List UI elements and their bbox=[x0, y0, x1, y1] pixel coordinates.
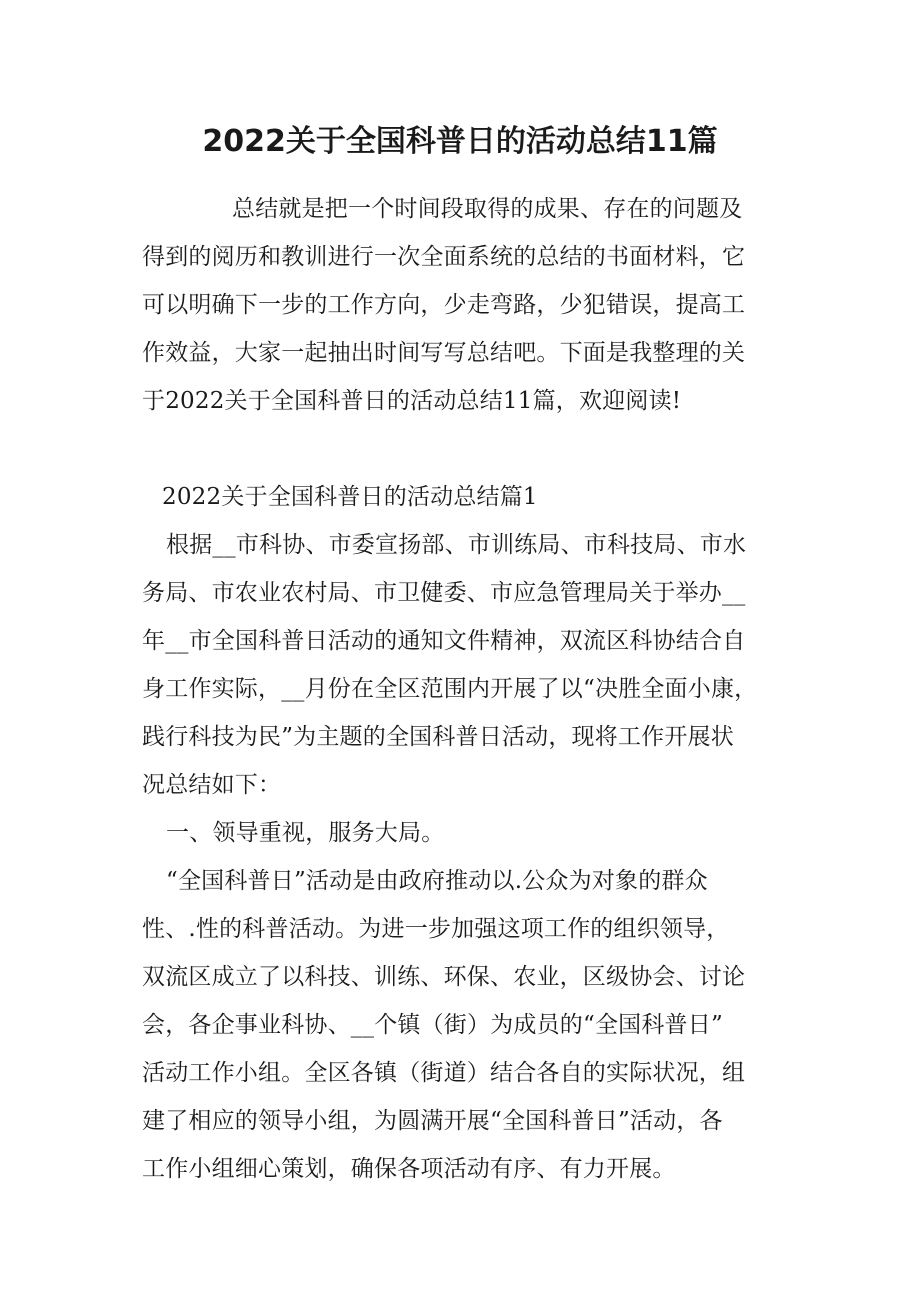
paragraph-line: 务局、市农业农村局、市卫健委、市应急管理局关于举办__ bbox=[142, 580, 746, 606]
paragraph-line: 双流区成立了以科技、训练、环保、农业，区级协会、讨论 bbox=[142, 964, 746, 990]
paragraph-line: 践行科技为民”为主题的全国科普日活动，现将工作开展状 bbox=[142, 724, 734, 750]
paragraph-line: “全国科普日”活动是由政府推动以.公众为对象的群众 bbox=[166, 868, 708, 894]
paragraph-line: 身工作实际，__月份在全区范围内开展了以“决胜全面小康， bbox=[142, 676, 758, 702]
intro-line: 于2022关于全国科普日的活动总结11篇，欢迎阅读! bbox=[142, 388, 682, 414]
paragraph-line: 年__市全国科普日活动的通知文件精神，双流区科协结合自 bbox=[142, 628, 746, 654]
intro-line: 可以明确下一步的工作方向，少走弯路，少犯错误，提高工 bbox=[142, 292, 746, 318]
paragraph-line: 建了相应的领导小组，为圆满开展“全国科普日”活动，各 bbox=[142, 1108, 723, 1134]
document-title: 2022关于全国科普日的活动总结11篇 bbox=[202, 124, 718, 159]
paragraph-line: 工作小组细心策划，确保各项活动有序、有力开展。 bbox=[142, 1156, 676, 1182]
paragraph-line: 性、.性的科普活动。为进一步加强这项工作的组织领导， bbox=[142, 916, 730, 942]
paragraph-line: 根据__市科协、市委宣扬部、市训练局、市科技局、市水 bbox=[166, 532, 747, 558]
intro-line: 作效益，大家一起抽出时间写写总结吧。下面是我整理的关 bbox=[142, 340, 746, 366]
paragraph-line: 会，各企事业科协、__个镇（街）为成员的“全国科普日” bbox=[142, 1012, 723, 1038]
section-heading: 2022关于全国科普日的活动总结篇1 bbox=[162, 484, 538, 510]
paragraph-line: 活动工作小组。全区各镇（街道）结合各自的实际状况，组 bbox=[142, 1060, 746, 1086]
intro-line: 总结就是把一个时间段取得的成果、存在的问题及 bbox=[232, 196, 743, 222]
intro-line: 得到的阅历和教训进行一次全面系统的总结的书面材料，它 bbox=[142, 244, 746, 270]
subheading: 一、领导重视，服务大局。 bbox=[166, 820, 445, 846]
paragraph-line: 况总结如下： bbox=[142, 772, 282, 798]
